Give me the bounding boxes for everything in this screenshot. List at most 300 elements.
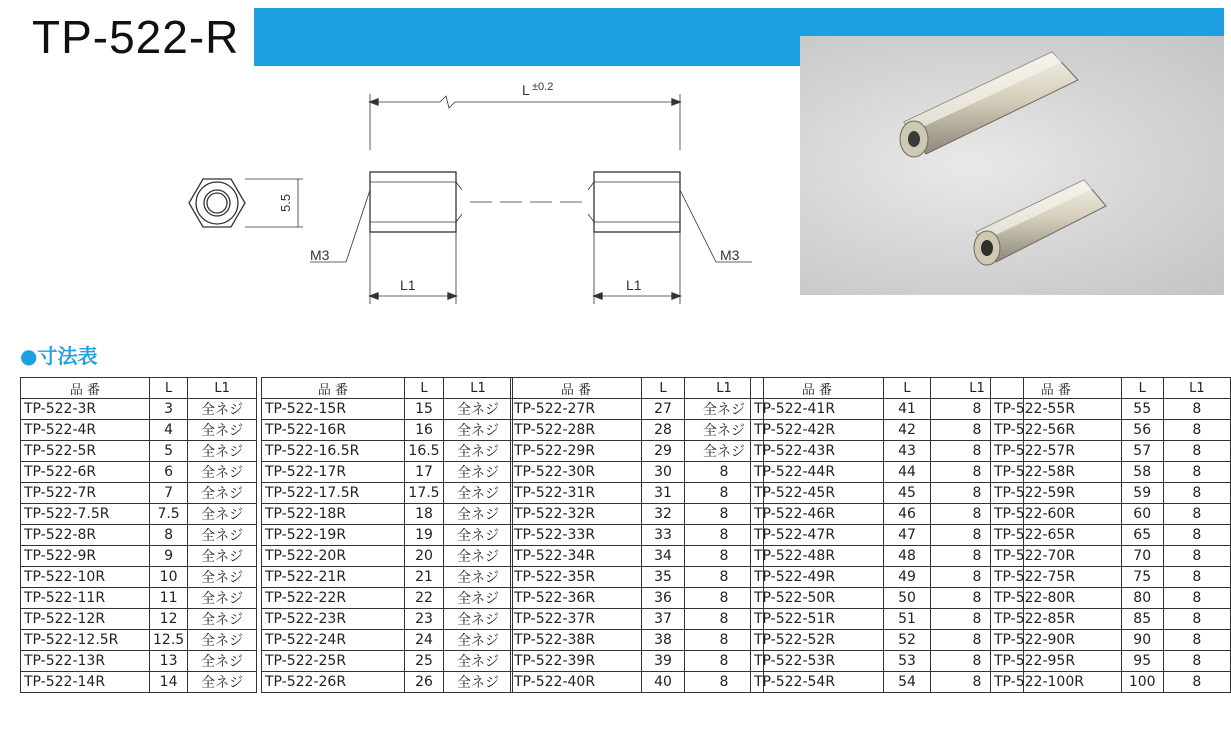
header-l1: L1: [444, 378, 513, 399]
header-l: L: [884, 378, 931, 399]
dimension-table: [750, 377, 1024, 693]
part-number-cell: TP-522-39R: [511, 651, 642, 672]
header-l1: L1: [1163, 378, 1230, 399]
l1-cell: 8: [1163, 420, 1230, 441]
part-number-cell: TP-522-16R: [262, 420, 405, 441]
l1-cell: 8: [1163, 567, 1230, 588]
header-l: L: [642, 378, 685, 399]
length-cell: 17: [405, 462, 444, 483]
part-number-cell: TP-522-85R: [991, 609, 1122, 630]
l1-cell: 8: [685, 672, 764, 693]
l1-cell: 全ネジ: [444, 399, 513, 420]
length-cell: 43: [884, 441, 931, 462]
length-cell: 3: [150, 399, 188, 420]
length-cell: 25: [405, 651, 444, 672]
table-row: [511, 504, 764, 525]
length-cell: 14: [150, 672, 188, 693]
table-row: [21, 462, 257, 483]
part-number-cell: TP-522-25R: [262, 651, 405, 672]
l1-cell: 全ネジ: [188, 441, 257, 462]
table-row: [991, 399, 1231, 420]
width-label: 5.5: [278, 193, 293, 212]
part-number-cell: TP-522-34R: [511, 546, 642, 567]
l1-cell: 8: [685, 567, 764, 588]
part-number-cell: TP-522-20R: [262, 546, 405, 567]
header-l: L: [150, 378, 188, 399]
l1-cell: 8: [685, 483, 764, 504]
part-number-cell: TP-522-5R: [21, 441, 150, 462]
short-standoff-image: [974, 180, 1106, 265]
part-number-cell: TP-522-42R: [751, 420, 884, 441]
length-tolerance: ±0.2: [532, 81, 554, 93]
l1-cell: 8: [1163, 441, 1230, 462]
table-row: [751, 441, 1024, 462]
length-cell: 50: [884, 588, 931, 609]
length-cell: 54: [884, 672, 931, 693]
l1-cell: 全ネジ: [444, 483, 513, 504]
part-number-cell: TP-522-12R: [21, 609, 150, 630]
length-cell: 13: [150, 651, 188, 672]
length-cell: 33: [642, 525, 685, 546]
length-cell: 10: [150, 567, 188, 588]
length-cell: 21: [405, 567, 444, 588]
part-number-cell: TP-522-16.5R: [262, 441, 405, 462]
table-row: [991, 441, 1231, 462]
length-cell: 95: [1121, 651, 1163, 672]
length-cell: 37: [642, 609, 685, 630]
part-number-cell: TP-522-55R: [991, 399, 1122, 420]
long-standoff-image: [900, 52, 1078, 157]
part-number-cell: TP-522-13R: [21, 651, 150, 672]
length-cell: 42: [884, 420, 931, 441]
table-row: [991, 567, 1231, 588]
table-row: [21, 630, 257, 651]
part-number-cell: TP-522-41R: [751, 399, 884, 420]
l1-cell: 8: [1163, 525, 1230, 546]
l1-cell: 全ネジ: [188, 588, 257, 609]
length-cell: 51: [884, 609, 931, 630]
length-cell: 55: [1121, 399, 1163, 420]
part-number-cell: TP-522-24R: [262, 630, 405, 651]
table-row: [511, 588, 764, 609]
part-number-cell: TP-522-11R: [21, 588, 150, 609]
table-row: [262, 588, 513, 609]
table-row: [511, 399, 764, 420]
side-view: [310, 94, 752, 304]
length-cell: 34: [642, 546, 685, 567]
part-number-cell: TP-522-27R: [511, 399, 642, 420]
part-number-cell: TP-522-36R: [511, 588, 642, 609]
header-part-number: 品 番: [751, 378, 884, 399]
length-cell: 56: [1121, 420, 1163, 441]
l1-cell: 8: [1163, 609, 1230, 630]
part-number-cell: TP-522-15R: [262, 399, 405, 420]
length-cell: 23: [405, 609, 444, 630]
l1-cell: 全ネジ: [188, 462, 257, 483]
table-row: [21, 588, 257, 609]
table-row: [751, 525, 1024, 546]
table-row: [262, 462, 513, 483]
length-cell: 41: [884, 399, 931, 420]
l1-cell: 全ネジ: [685, 441, 764, 462]
l1-cell: 8: [1163, 672, 1230, 693]
table-row: [991, 546, 1231, 567]
length-cell: 60: [1121, 504, 1163, 525]
length-cell: 59: [1121, 483, 1163, 504]
part-number-cell: TP-522-90R: [991, 630, 1122, 651]
header-part-number: 品 番: [991, 378, 1122, 399]
part-number-cell: TP-522-22R: [262, 588, 405, 609]
table-row: [751, 462, 1024, 483]
table-header-row: [262, 378, 513, 399]
table-row: [751, 672, 1024, 693]
length-cell: 27: [642, 399, 685, 420]
length-cell: 16: [405, 420, 444, 441]
part-number-cell: TP-522-58R: [991, 462, 1122, 483]
table-row: [991, 525, 1231, 546]
part-number-cell: TP-522-14R: [21, 672, 150, 693]
length-cell: 5: [150, 441, 188, 462]
part-number-cell: TP-522-95R: [991, 651, 1122, 672]
length-cell: 65: [1121, 525, 1163, 546]
part-number-cell: TP-522-31R: [511, 483, 642, 504]
table-header-row: [991, 378, 1231, 399]
l1-cell: 8: [1163, 630, 1230, 651]
length-cell: 36: [642, 588, 685, 609]
table-row: [751, 420, 1024, 441]
table-row: [21, 525, 257, 546]
table-row: [751, 546, 1024, 567]
table-row: [262, 567, 513, 588]
part-number-cell: TP-522-70R: [991, 546, 1122, 567]
part-number-cell: TP-522-12.5R: [21, 630, 150, 651]
length-cell: 31: [642, 483, 685, 504]
table-row: [262, 483, 513, 504]
l1-cell: 8: [1163, 399, 1230, 420]
part-number-cell: TP-522-19R: [262, 525, 405, 546]
table-row: [21, 567, 257, 588]
table-row: [511, 567, 764, 588]
l1-cell: 8: [931, 546, 1024, 567]
l1-cell: 全ネジ: [685, 420, 764, 441]
l1-cell: 全ネジ: [188, 630, 257, 651]
part-number-cell: TP-522-32R: [511, 504, 642, 525]
table-row: [511, 672, 764, 693]
l1-cell: 8: [1163, 483, 1230, 504]
table-row: [511, 630, 764, 651]
table-row: [21, 441, 257, 462]
l1-cell: 8: [685, 630, 764, 651]
table-row: [991, 672, 1231, 693]
table-row: [262, 546, 513, 567]
length-cell: 22: [405, 588, 444, 609]
length-cell: 57: [1121, 441, 1163, 462]
l1-cell: 全ネジ: [444, 651, 513, 672]
part-number-cell: TP-522-8R: [21, 525, 150, 546]
l1-right-label: L1: [626, 277, 642, 293]
l1-cell: 全ネジ: [444, 546, 513, 567]
l1-cell: 8: [685, 546, 764, 567]
l1-cell: 8: [1163, 546, 1230, 567]
part-number-cell: TP-522-53R: [751, 651, 884, 672]
part-number-cell: TP-522-48R: [751, 546, 884, 567]
table-row: [991, 462, 1231, 483]
page-title: TP-522-R: [20, 8, 256, 66]
table-row: [991, 651, 1231, 672]
length-cell: 30: [642, 462, 685, 483]
table-row: [262, 630, 513, 651]
table-row: [751, 483, 1024, 504]
table-row: [991, 630, 1231, 651]
l1-cell: 全ネジ: [188, 483, 257, 504]
header-part-number: 品 番: [21, 378, 150, 399]
table-row: [21, 504, 257, 525]
table-row: [751, 588, 1024, 609]
part-number-cell: TP-522-26R: [262, 672, 405, 693]
part-number-cell: TP-522-29R: [511, 441, 642, 462]
table-row: [511, 546, 764, 567]
length-cell: 8: [150, 525, 188, 546]
l1-cell: 8: [685, 588, 764, 609]
part-number-cell: TP-522-28R: [511, 420, 642, 441]
l1-cell: 8: [931, 504, 1024, 525]
header-l1: L1: [931, 378, 1024, 399]
thread-right-label: M3: [720, 247, 740, 263]
l1-cell: 8: [931, 420, 1024, 441]
table-row: [262, 441, 513, 462]
part-number-cell: TP-522-33R: [511, 525, 642, 546]
table-row: [511, 483, 764, 504]
l1-cell: 全ネジ: [188, 504, 257, 525]
header-l1: L1: [685, 378, 764, 399]
part-number-cell: TP-522-18R: [262, 504, 405, 525]
l1-cell: 全ネジ: [444, 630, 513, 651]
table-row: [511, 441, 764, 462]
table-header-row: [751, 378, 1024, 399]
length-cell: 80: [1121, 588, 1163, 609]
l1-cell: 8: [685, 525, 764, 546]
part-number-cell: TP-522-50R: [751, 588, 884, 609]
part-number-cell: TP-522-4R: [21, 420, 150, 441]
l1-cell: 8: [685, 504, 764, 525]
l1-cell: 8: [931, 462, 1024, 483]
length-cell: 12.5: [150, 630, 188, 651]
table-row: [262, 399, 513, 420]
part-number-cell: TP-522-40R: [511, 672, 642, 693]
l1-cell: 全ネジ: [188, 651, 257, 672]
length-cell: 12: [150, 609, 188, 630]
l1-cell: 全ネジ: [444, 672, 513, 693]
header-l: L: [1121, 378, 1163, 399]
length-cell: 9: [150, 546, 188, 567]
part-number-cell: TP-522-7.5R: [21, 504, 150, 525]
length-cell: 40: [642, 672, 685, 693]
table-row: [751, 567, 1024, 588]
table-row: [511, 651, 764, 672]
length-cell: 15: [405, 399, 444, 420]
l1-cell: 全ネジ: [188, 399, 257, 420]
l1-cell: 全ネジ: [188, 672, 257, 693]
header-part-number: 品 番: [262, 378, 405, 399]
l1-cell: 全ネジ: [444, 420, 513, 441]
length-cell: 16.5: [405, 441, 444, 462]
l1-cell: 8: [685, 609, 764, 630]
dimension-table: [510, 377, 764, 693]
table-row: [751, 630, 1024, 651]
part-number-cell: TP-522-35R: [511, 567, 642, 588]
length-cell: 29: [642, 441, 685, 462]
table-row: [511, 420, 764, 441]
part-number-cell: TP-522-45R: [751, 483, 884, 504]
l1-cell: 全ネジ: [444, 609, 513, 630]
length-cell: 90: [1121, 630, 1163, 651]
part-number-cell: TP-522-23R: [262, 609, 405, 630]
l1-cell: 8: [685, 462, 764, 483]
part-number-cell: TP-522-60R: [991, 504, 1122, 525]
part-number-cell: TP-522-54R: [751, 672, 884, 693]
l1-cell: 8: [931, 567, 1024, 588]
l1-cell: 8: [931, 630, 1024, 651]
part-number-cell: TP-522-44R: [751, 462, 884, 483]
table-row: [511, 609, 764, 630]
table-row: [991, 588, 1231, 609]
l1-cell: 全ネジ: [188, 420, 257, 441]
dimension-table: [261, 377, 513, 693]
length-label: L: [522, 82, 530, 98]
length-cell: 48: [884, 546, 931, 567]
thread-left-label: M3: [310, 247, 330, 263]
table-row: [262, 504, 513, 525]
length-cell: 26: [405, 672, 444, 693]
part-number-cell: TP-522-52R: [751, 630, 884, 651]
product-photo: [800, 36, 1224, 295]
length-cell: 35: [642, 567, 685, 588]
table-header-row: [21, 378, 257, 399]
l1-cell: 全ネジ: [444, 504, 513, 525]
l1-cell: 全ネジ: [685, 399, 764, 420]
l1-cell: 8: [1163, 651, 1230, 672]
part-number-cell: TP-522-65R: [991, 525, 1122, 546]
part-number-cell: TP-522-37R: [511, 609, 642, 630]
l1-cell: 8: [931, 651, 1024, 672]
l1-cell: 全ネジ: [444, 588, 513, 609]
l1-left-label: L1: [400, 277, 416, 293]
length-cell: 18: [405, 504, 444, 525]
length-cell: 32: [642, 504, 685, 525]
table-row: [991, 609, 1231, 630]
l1-cell: 全ネジ: [444, 567, 513, 588]
header-l: L: [405, 378, 444, 399]
part-number-cell: TP-522-30R: [511, 462, 642, 483]
table-row: [751, 399, 1024, 420]
part-number-cell: TP-522-21R: [262, 567, 405, 588]
part-number-cell: TP-522-7R: [21, 483, 150, 504]
length-cell: 47: [884, 525, 931, 546]
length-cell: 70: [1121, 546, 1163, 567]
length-cell: 24: [405, 630, 444, 651]
table-row: [21, 399, 257, 420]
length-cell: 45: [884, 483, 931, 504]
l1-cell: 8: [931, 609, 1024, 630]
table-row: [991, 483, 1231, 504]
length-cell: 17.5: [405, 483, 444, 504]
technical-drawing: [170, 78, 770, 308]
l1-cell: 8: [1163, 588, 1230, 609]
l1-cell: 全ネジ: [444, 462, 513, 483]
l1-cell: 全ネジ: [444, 441, 513, 462]
part-number-cell: TP-522-100R: [991, 672, 1122, 693]
part-number-cell: TP-522-10R: [21, 567, 150, 588]
part-number-cell: TP-522-46R: [751, 504, 884, 525]
part-number-cell: TP-522-6R: [21, 462, 150, 483]
length-cell: 52: [884, 630, 931, 651]
length-cell: 7.5: [150, 504, 188, 525]
length-cell: 75: [1121, 567, 1163, 588]
table-row: [262, 651, 513, 672]
part-number-cell: TP-522-56R: [991, 420, 1122, 441]
header-l1: L1: [188, 378, 257, 399]
l1-cell: 8: [931, 483, 1024, 504]
part-number-cell: TP-522-38R: [511, 630, 642, 651]
dimension-table: [20, 377, 257, 693]
l1-cell: 8: [685, 651, 764, 672]
table-row: [21, 483, 257, 504]
l1-cell: 8: [931, 399, 1024, 420]
length-cell: 85: [1121, 609, 1163, 630]
l1-cell: 8: [931, 441, 1024, 462]
l1-cell: 8: [931, 672, 1024, 693]
length-cell: 39: [642, 651, 685, 672]
length-cell: 4: [150, 420, 188, 441]
length-cell: 6: [150, 462, 188, 483]
part-number-cell: TP-522-59R: [991, 483, 1122, 504]
table-header-row: [511, 378, 764, 399]
part-number-cell: TP-522-17R: [262, 462, 405, 483]
table-row: [511, 462, 764, 483]
length-cell: 38: [642, 630, 685, 651]
table-row: [21, 609, 257, 630]
part-number-cell: TP-522-9R: [21, 546, 150, 567]
length-cell: 58: [1121, 462, 1163, 483]
length-cell: 20: [405, 546, 444, 567]
part-number-cell: TP-522-43R: [751, 441, 884, 462]
section-title: ●寸法表: [20, 344, 98, 368]
part-number-cell: TP-522-80R: [991, 588, 1122, 609]
length-cell: 11: [150, 588, 188, 609]
length-cell: 46: [884, 504, 931, 525]
table-row: [21, 420, 257, 441]
part-number-cell: TP-522-57R: [991, 441, 1122, 462]
table-row: [262, 525, 513, 546]
part-number-cell: TP-522-3R: [21, 399, 150, 420]
length-cell: 49: [884, 567, 931, 588]
table-row: [262, 609, 513, 630]
table-row: [751, 651, 1024, 672]
part-number-cell: TP-522-51R: [751, 609, 884, 630]
length-cell: 53: [884, 651, 931, 672]
table-row: [991, 420, 1231, 441]
table-row: [751, 609, 1024, 630]
part-number-cell: TP-522-75R: [991, 567, 1122, 588]
l1-cell: 全ネジ: [188, 525, 257, 546]
l1-cell: 全ネジ: [188, 546, 257, 567]
header-part-number: 品 番: [511, 378, 642, 399]
l1-cell: 全ネジ: [188, 567, 257, 588]
length-cell: 28: [642, 420, 685, 441]
part-number-cell: TP-522-49R: [751, 567, 884, 588]
l1-cell: 8: [1163, 462, 1230, 483]
table-row: [511, 525, 764, 546]
